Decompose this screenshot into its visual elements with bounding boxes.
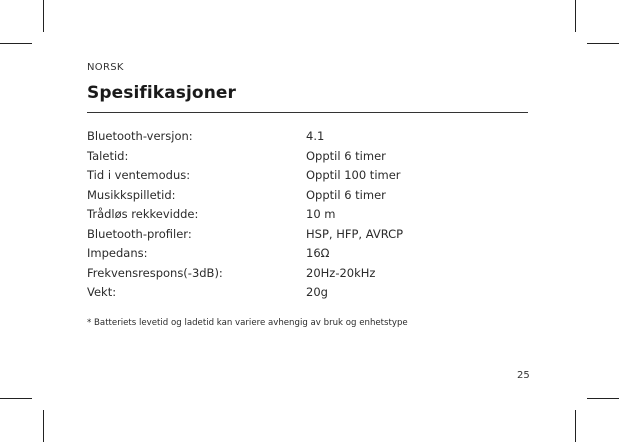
spec-row-wireless-range xyxy=(87,205,403,225)
spec-label: Vekt: xyxy=(87,285,117,299)
spec-value: Opptil 100 timer xyxy=(306,168,401,182)
spec-label: Taletid: xyxy=(87,148,129,163)
spec-label: Tid i ventemodus: xyxy=(87,168,191,182)
spec-label: Trådløs rekkevidde: xyxy=(87,207,199,221)
spec-row-weight xyxy=(87,283,403,303)
spec-value: 10 m xyxy=(306,207,336,221)
spec-value: Opptil 6 timer xyxy=(306,187,386,202)
crop-mark-bottom-right-vertical xyxy=(575,410,576,442)
spec-row-music-time xyxy=(87,186,403,206)
spec-label: Bluetooth-versjon: xyxy=(87,129,193,143)
title-divider xyxy=(87,112,528,113)
crop-mark-bottom-left-horizontal xyxy=(0,398,32,399)
spec-label: Frekvensrespons(-3dB): xyxy=(87,265,223,280)
footnote: * Batteriets levetid og ladetid kan variere avhengig av bruk og enhetstype xyxy=(87,318,408,328)
spec-value: 20g xyxy=(306,285,328,299)
page-title: Spesifikasjoner xyxy=(87,83,237,103)
crop-mark-bottom-left-vertical xyxy=(43,410,44,442)
spec-value: Opptil 6 timer xyxy=(306,148,386,163)
crop-mark-top-left-horizontal xyxy=(0,43,32,44)
language-label: NORSK xyxy=(87,62,124,73)
spec-row-bluetooth-profiles xyxy=(87,225,403,245)
spec-label: Bluetooth-profiler: xyxy=(87,226,192,241)
spec-value: 20Hz-20kHz xyxy=(306,265,376,280)
spec-list xyxy=(87,127,403,303)
crop-mark-bottom-right-horizontal xyxy=(587,398,619,399)
crop-mark-top-right-vertical xyxy=(575,0,576,32)
spec-value: 16Ω xyxy=(306,246,330,260)
spec-row-talk-time xyxy=(87,147,403,167)
crop-mark-top-left-vertical xyxy=(43,0,44,32)
spec-value: 4.1 xyxy=(306,129,325,143)
spec-row-bluetooth-version xyxy=(87,127,403,147)
page-number: 25 xyxy=(517,370,530,381)
spec-label: Impedans: xyxy=(87,246,148,260)
spec-label: Musikkspilletid: xyxy=(87,187,176,202)
spec-value: HSP, HFP, AVRCP xyxy=(306,226,404,241)
spec-row-standby-time xyxy=(87,166,403,186)
spec-row-impedance xyxy=(87,244,403,264)
spec-row-frequency-response xyxy=(87,264,403,284)
crop-mark-top-right-horizontal xyxy=(587,43,619,44)
